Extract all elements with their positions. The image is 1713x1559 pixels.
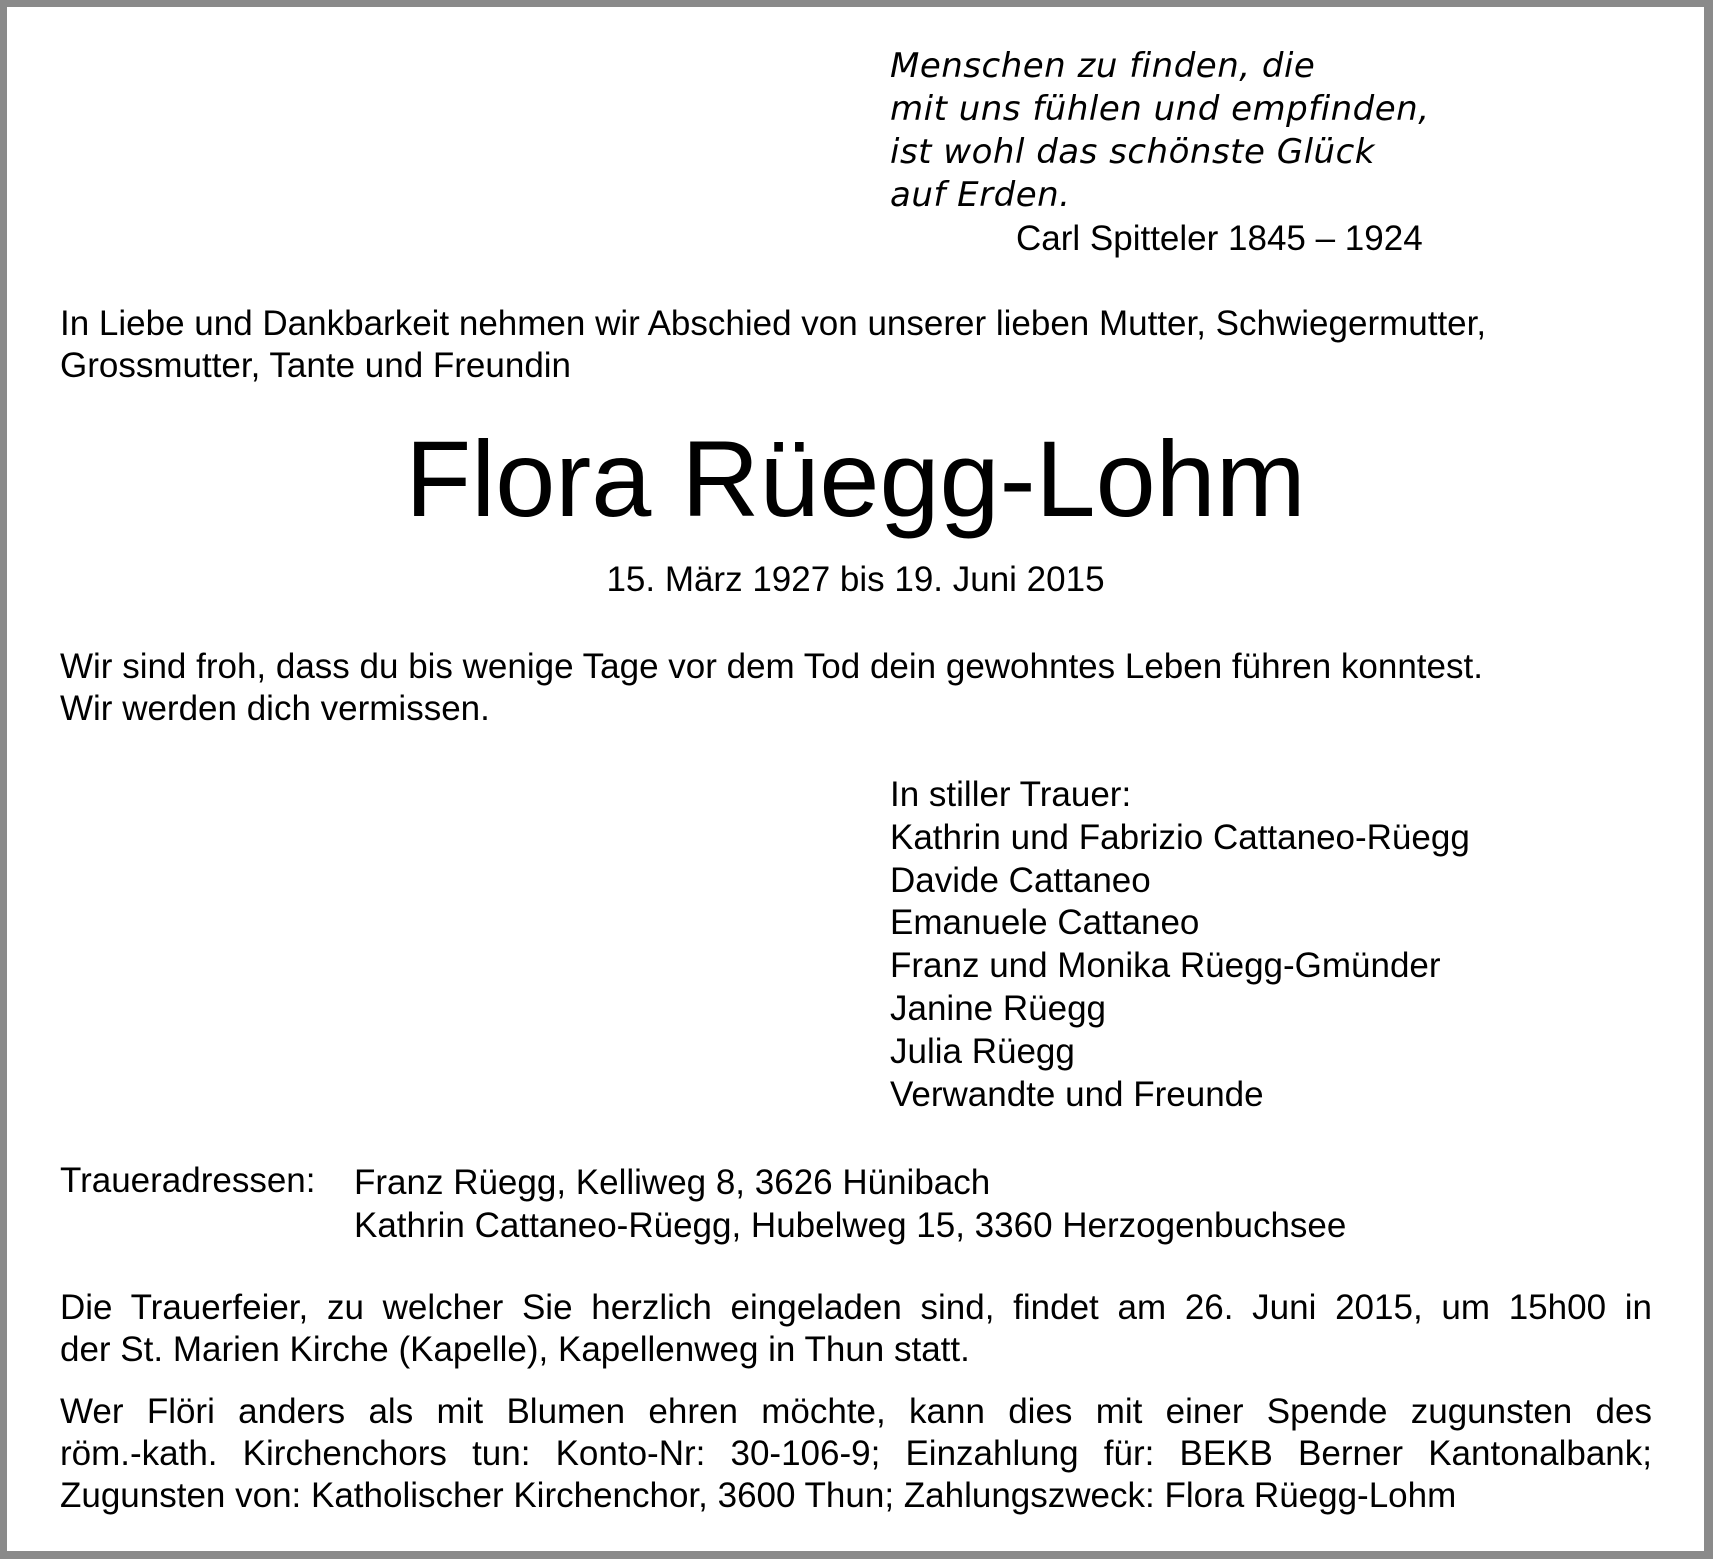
mourners-heading: In stiller Trauer: [890, 775, 1132, 814]
address-line: Franz Rüegg, Kelliweg 8, 3626 Hünibach [354, 1163, 991, 1202]
donation-line: Wer Flöri anders als mit Blumen ehren möchte, kann dies mit einer Spende zugunsten des [60, 1392, 1652, 1431]
quote-line: Menschen zu finden, die [890, 46, 1316, 86]
mourner-name: Janine Rüegg [890, 988, 1106, 1028]
mourner-name: Emanuele Cattaneo [890, 903, 1200, 943]
addresses-label: Traueradressen: [60, 1161, 316, 1200]
intro-line: Grossmutter, Tante und Freundin [60, 346, 572, 385]
mourner-name: Verwandte und Freunde [890, 1074, 1264, 1114]
service-announcement [60, 1287, 1652, 1371]
address-line: Kathrin Cattaneo-Rüegg, Hubelweg 15, 3360 Herzogenbuchsee [354, 1206, 1347, 1245]
intro-line: In Liebe und Dankbarkeit nehmen wir Abschied von unserer lieben Mutter, Schwiegermutter, [60, 304, 1487, 343]
service-line: der St. Marien Kirche (Kapelle), Kapellenweg in Thun statt. [60, 1330, 970, 1369]
quote-line: mit uns fühlen und empfinden, [890, 89, 1430, 129]
farewell-line: Wir sind froh, dass du bis wenige Tage vor dem Tod dein gewohntes Leben führen konntest. [60, 647, 1483, 686]
mourner-name: Julia Rüegg [890, 1031, 1075, 1071]
mourner-name: Davide Cattaneo [890, 860, 1151, 900]
quote-poem [890, 45, 1430, 217]
quote-line: ist wohl das schönste Glück [890, 132, 1375, 172]
deceased-name: Flora Rüegg-Lohm [405, 418, 1306, 539]
service-line: Die Trauerfeier, zu welcher Sie herzlich eingeladen sind, findet am 26. Juni 2015, um 15h00 in [60, 1288, 1652, 1327]
donation-line: Zugunsten von: Katholischer Kirchenchor, 3600 Thun; Zahlungszweck: Flora Rüegg-Lohm [60, 1476, 1457, 1515]
obituary-notice [7, 7, 1704, 1551]
mourners-list [890, 774, 1470, 1116]
mourner-name: Franz und Monika Rüegg-Gmünder [890, 946, 1441, 986]
farewell-text [60, 646, 1483, 730]
quote-line: auf Erden. [890, 175, 1071, 215]
intro-text [60, 303, 1486, 387]
donation-note [60, 1391, 1652, 1517]
life-dates: 15. März 1927 bis 19. Juni 2015 [606, 560, 1105, 599]
addresses-list [354, 1161, 1346, 1247]
quote-author: Carl Spitteler 1845 – 1924 [1016, 219, 1423, 258]
farewell-line: Wir werden dich vermissen. [60, 689, 490, 728]
mourner-name: Kathrin und Fabrizio Cattaneo-Rüegg [890, 817, 1470, 857]
donation-line: röm.-kath. Kirchenchors tun: Konto-Nr: 30-106-9; Einzahlung für: BEKB Berner Kantonalbank; [60, 1434, 1652, 1473]
